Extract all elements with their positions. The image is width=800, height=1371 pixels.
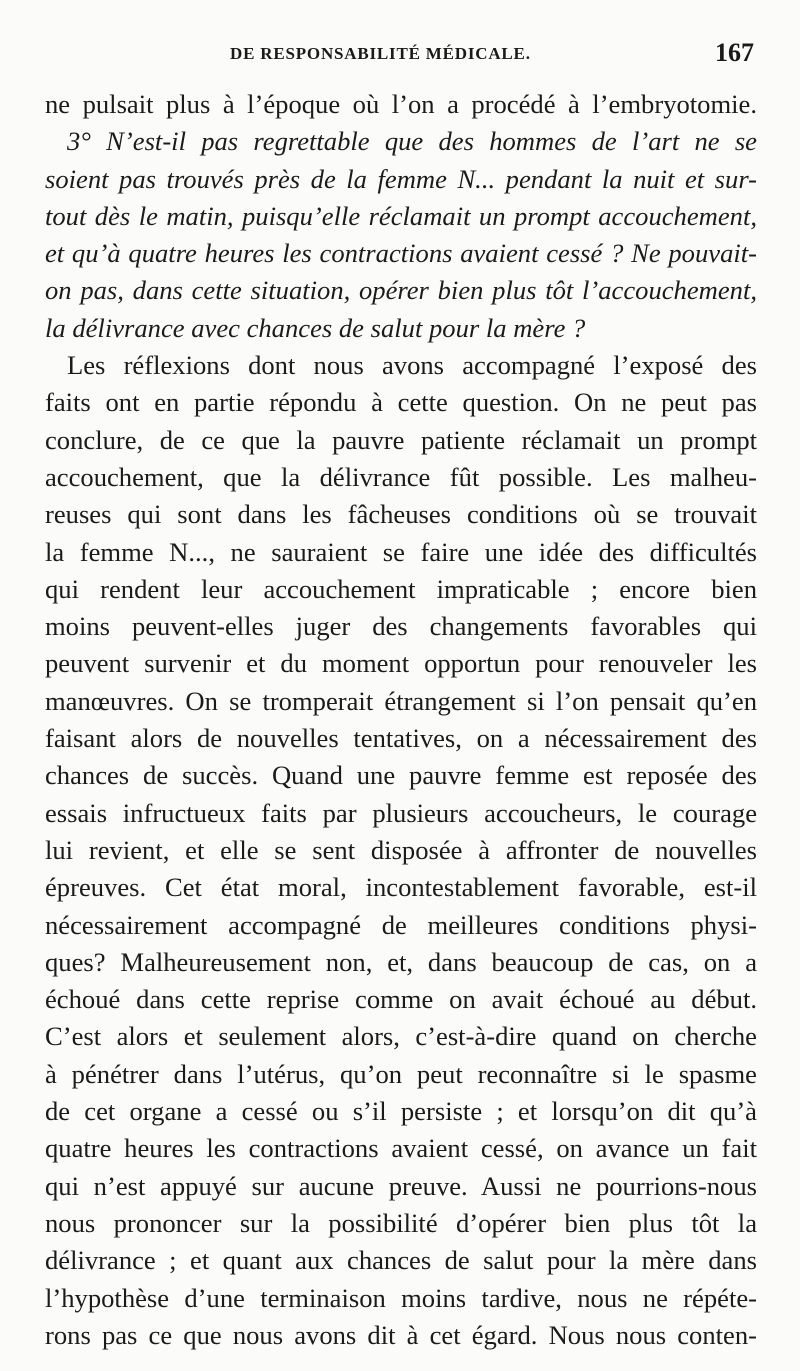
paragraph-line: qui n’est appuyé sur aucune preuve. Aussi ne pourrions-nous <box>45 1170 757 1201</box>
paragraph-line: conclure, de ce que la pauvre patiente réclamait un prompt <box>45 424 757 455</box>
paragraph-line: chances de succès. Quand une pauvre femme est reposée des <box>45 760 757 791</box>
paragraph-line: manœuvres. On se tromperait étrangement si l’on pensait qu’en <box>45 685 757 716</box>
paragraph-line: reuses qui sont dans les fâcheuses conditions où se trouvait <box>45 499 757 530</box>
paragraph-line: qui rendent leur accouchement impraticable ; encore bien <box>45 573 757 604</box>
paragraph-line: l’hypothèse d’une terminaison moins tardive, nous ne répéte- <box>45 1282 757 1313</box>
paragraph-line: lui revient, et elle se sent disposée à affronter de nouvelles <box>45 834 757 865</box>
paragraph-line: moins peuvent-elles juger des changements favorables qui <box>45 611 757 642</box>
paragraph-line: essais infructueux faits par plusieurs accoucheurs, le courage <box>45 797 757 828</box>
paragraph-line: épreuves. Cet état moral, incontestablement favorable, est-il <box>45 872 757 903</box>
question-line: et qu’à quatre heures les contractions avaient cessé ? Ne pouvait- <box>45 238 757 269</box>
running-title: DE RESPONSABILITÉ MÉDICALE. <box>230 44 531 63</box>
question-line: 3° N’est-il pas regrettable que des hommes de l’art ne se <box>67 126 757 157</box>
paragraph-line: la femme N..., ne sauraient se faire une idée des difficultés <box>45 536 757 567</box>
paragraph-line: faisant alors de nouvelles tentatives, on a nécessairement des <box>45 723 757 754</box>
paragraph-line: C’est alors et seulement alors, c’est-à-dire quand on cherche <box>45 1021 757 1052</box>
paragraph-line: faits ont en partie répondu à cette question. On ne peut pas <box>45 387 757 418</box>
paragraph-line: nous prononcer sur la possibilité d’opérer bien plus tôt la <box>45 1207 757 1238</box>
paragraph-line: de cet organe a cessé ou s’il persiste ; et lorsqu’on dit qu’à <box>45 1096 757 1127</box>
paragraph-line: Les réflexions dont nous avons accompagné l’exposé des <box>67 350 757 381</box>
paragraph-line: nécessairement accompagné de meilleures conditions physi- <box>45 909 757 940</box>
question-line: on pas, dans cette situation, opérer bien plus tôt l’accouchement, <box>45 275 757 306</box>
paragraph-line: peuvent survenir et du moment opportun pour renouveler les <box>45 648 757 679</box>
paragraph-line: délivrance ; et quant aux chances de salut pour la mère dans <box>45 1245 757 1276</box>
page-text <box>45 86 757 1354</box>
paragraph-line: quatre heures les contractions avaient cessé, on avance un fait <box>45 1133 757 1164</box>
paragraph-line: ques? Malheureusement non, et, dans beaucoup de cas, on a <box>45 946 757 977</box>
text-line: ne pulsait plus à l’époque où l’on a procédé à l’embryotomie. <box>45 89 757 119</box>
paragraph-line: rons pas ce que nous avons dit à cet égard. Nous nous conten- <box>45 1319 757 1350</box>
question-line: la délivrance avec chances de salut pour la mère ? <box>45 312 586 343</box>
question-line: soient pas trouvés près de la femme N... pendant la nuit et sur- <box>45 163 757 194</box>
page-number: 167 <box>715 38 754 67</box>
paragraph-line: échoué dans cette reprise comme on avait échoué au début. <box>45 984 757 1015</box>
paragraph-line: accouchement, que la délivrance fût possible. Les malheu- <box>45 461 757 492</box>
paragraph-line: à pénétrer dans l’utérus, qu’on peut reconnaître si le spasme <box>45 1058 757 1089</box>
question-line: tout dès le matin, puisqu’elle réclamait un prompt accouchement, <box>45 200 757 231</box>
